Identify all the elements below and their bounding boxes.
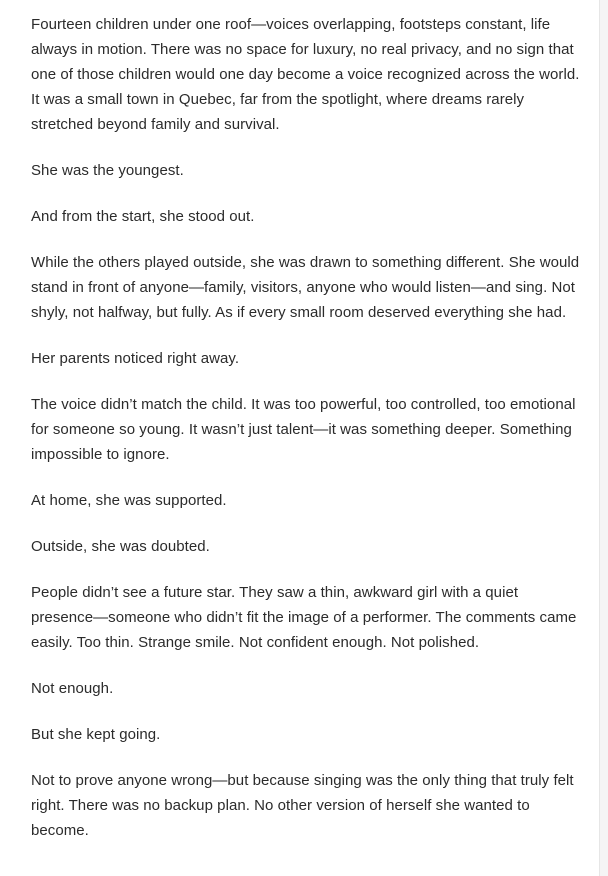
scrollbar[interactable] bbox=[599, 0, 608, 876]
paragraph-9: People didn’t see a future star. They saw a thin, awkward girl with a quiet presence—someone who didn’t fit the image of a performer. The comments came easily. Too thin. Strange smile. Not confident enough. Not polished. bbox=[31, 584, 577, 651]
paragraph-3: And from the start, she stood out. bbox=[31, 208, 255, 225]
paragraph-10: Not enough. bbox=[31, 680, 114, 697]
paragraph-2: She was the youngest. bbox=[31, 162, 184, 179]
paragraph-5: Her parents noticed right away. bbox=[31, 350, 240, 367]
paragraph-11: But she kept going. bbox=[31, 726, 161, 743]
paragraph-12: Not to prove anyone wrong—but because singing was the only thing that truly felt right. There was no backup plan. No other version of herself she wanted to become. bbox=[31, 772, 574, 839]
paragraph-1: Fourteen children under one roof—voices overlapping, footsteps constant, life always in motion. There was no space for luxury, no real privacy, and no sign that one of those children would one day become a voice recognized across the world. It was a small town in Quebec, far from the spotlight, where dreams rarely stretched beyond family and survival. bbox=[31, 16, 580, 133]
paragraph-7: At home, she was supported. bbox=[31, 492, 227, 509]
paragraph-6: The voice didn’t match the child. It was too powerful, too controlled, too emotional for someone so young. It wasn’t just talent—it was something deeper. Something impossible to ignore. bbox=[31, 396, 576, 463]
paragraph-8: Outside, she was doubted. bbox=[31, 538, 210, 555]
paragraph-4: While the others played outside, she was drawn to something different. She would stand in front of anyone—family, visitors, anyone who would listen—and sing. Not shyly, not halfway, but fully. As if every small room deserved everything she had. bbox=[31, 254, 580, 321]
article-body bbox=[31, 12, 581, 864]
